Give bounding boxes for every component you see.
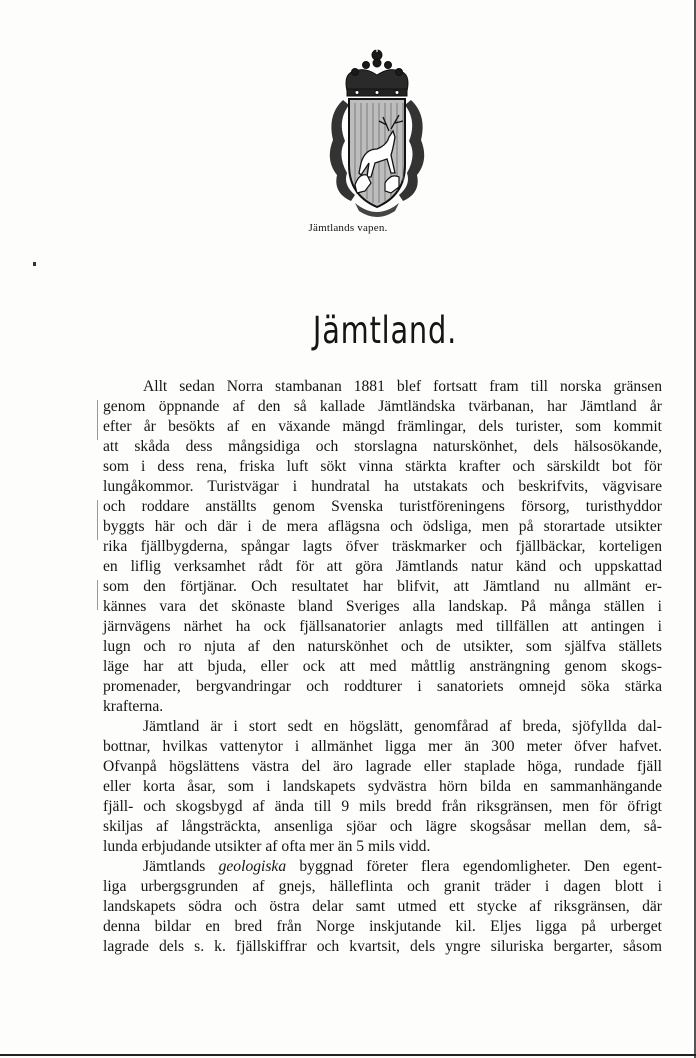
text-line: som den förtjänar. Och resultatet har blifvit, att Jämtland nu allmänt er- [103,578,662,595]
text-line: järnvägens närhet ha ock fjällsanatorier anlagts med tillfällen att antingen i [103,618,662,635]
text-line: promenader, bergvandringar och roddturer i sanatoriets omnejd söka stärka [103,678,662,695]
text-line: som i dess rena, friska luft sökt vinna stärkta krafter och särskildt bot för [103,458,662,475]
page-edge-bottom [0,1054,696,1056]
text-line: läge har att bjuda, eller ock att med måttlig ansträngning genom skogs- [103,658,662,675]
text-line: Jämtlands geologiska byggnad företer flera egendomligheter. Den egent- [143,858,662,875]
text-line: lugn och ro njuta af den naturskönhet och de utsikter, som själfva ställets [103,638,662,655]
coat-of-arms-image [325,45,429,220]
ink-speck [33,262,36,266]
text-line: Jämtland är i stort sedt en högslätt, genomfårad af breda, sjöfyllda dal- [143,718,662,735]
margin-mark [97,580,98,610]
margin-mark [97,500,98,540]
text-line: en liflig verksamhet rådt för att göra Jämtlands natur känd och uppskattad [103,558,662,575]
text-line: att skåda dess mångsidiga och storslagna naturskönhet, dels hälsosökande, [103,438,662,455]
text-line: byggts här och där i de mera aflägsna och ödsliga, men på storartade utsikter [103,518,662,535]
text-line: Allt sedan Norra stambanan 1881 blef fortsatt fram till norska gränsen [143,378,662,395]
margin-mark [97,400,98,440]
text-line: liga urbergsgrunden af gnejs, hälleflinta och granit träder i dagen blott i [103,878,662,895]
text-line: genom öppnande af den så kallade Jämtländska tvärbanan, har Jämtland år [103,398,662,415]
text-line: lungåkommor. Turistvägar i hundratal ha utstakats och beskrifvits, vägvisare [103,478,662,495]
body-text [103,377,662,957]
text-line: skiljas af långsträckta, ansenliga sjöar och lägre skogsåsar mellan dem, så- [103,818,662,835]
text-line: eller korta åsar, som i landskapets sydvästra hörn bilda en sammanhängande [103,778,662,795]
text-line: krafterna. [103,698,164,715]
page-title: Jämtland. [312,309,458,352]
text-line: Ofvanpå högslättens västra del äro lagrade eller staplade höga, rundade fjäll [103,758,662,775]
text-line: efter år besökts af en växande mängd främlingar, dels turister, som kommit [103,418,662,435]
text-line: rika fjällbygderna, spångar lagts öfver träskmarker och fjällbäckar, korteligen [103,538,662,555]
text-line: och roddare anställts genom Svenska turistföreningens försorg, turisthyddor [103,498,662,515]
figure-caption: Jämtlands vapen. [308,222,388,234]
text-line: denna bildar en bred från Norge inskjutande kil. Eljes ligga på urberget [103,918,662,935]
text-line: landskapets södra och östra delar samt utmed ett stycke af riksgränsen, där [103,898,662,915]
text-line: lunda erbjudande utsikter af ofta mer än 5 mils vidd. [103,838,431,855]
text-line: fjäll- och skogsbygd af ända till 9 mils bredd från riksgränsen, men för öfrigt [103,798,662,815]
text-line: lagrade dels s. k. fjällskiffrar och kvartsit, dels yngre siluriska bergarter, såsom [103,938,662,955]
text-line: bottnar, hvilkas vattenytor i allmänhet ligga mer än 300 meter öfver hafvet. [103,738,662,755]
text-line: kännes vara det skönaste bland Sveriges alla landskap. På många ställen i [103,598,662,615]
